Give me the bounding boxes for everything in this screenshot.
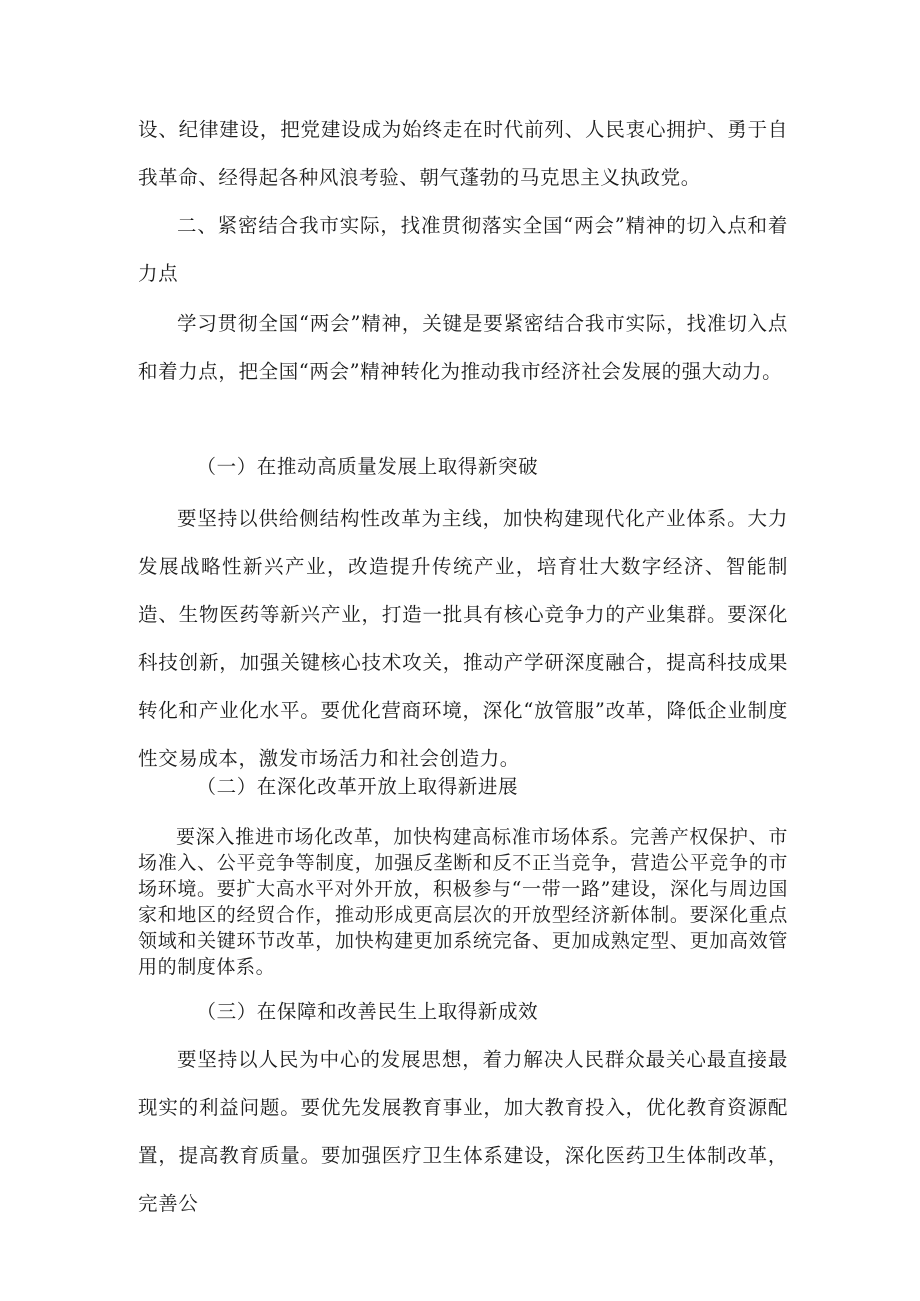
paragraph-high-quality-development: 要坚持以供给侧结构性改革为主线，加快构建现代化产业体系。大力发展战略性新兴产业，改造提升传统产业，培育壮大数字经济、智能制造、生物医药等新兴产业，打造一批具有核心竞争力的产业集群。要深化科技创新，加强关键核心技术攻关，推动产学研深度融合，提高科技成果转化和产业化水平。要优化营商环境，深化“放管服”改革，降低企业制度性交易成本，激发市场活力和社会创造力。 xyxy=(138,507,788,770)
subheading-two: （二）在深化改革开放上取得新进展 xyxy=(196,775,519,798)
intro-paragraph: 学习贯彻全国“两会”精神，关键是要紧密结合我市实际，找准切入点和着力点，把全国“两会”精神转化为推动我市经济社会发展的强大动力。 xyxy=(138,312,788,383)
continuation-paragraph: 设、纪律建设，把党建设成为始终走在时代前列、人民衷心拥护、勇于自我革命、经得起各种风浪考验、朝气蓬勃的马克思主义执政党。 xyxy=(138,118,788,189)
paragraph-livelihood: 要坚持以人民为中心的发展思想，着力解决人民群众最关心最直接最现实的利益问题。要优先发展教育事业，加大教育投入，优化教育资源配置，提高教育质量。要加强医疗卫生体系建设，深化医药卫生体制改革，完善公 xyxy=(138,1048,788,1215)
section-heading-two: 二、紧密结合我市实际，找准贯彻落实全国“两会”精神的切入点和着力点 xyxy=(138,214,788,285)
subheading-one: （一）在推动高质量发展上取得新突破 xyxy=(196,455,539,478)
subheading-three: （三）在保障和改善民生上取得新成效 xyxy=(196,1000,539,1023)
paragraph-reform-opening: 要深入推进市场化改革，加快构建高标准市场体系。完善产权保护、市场准入、公平竞争等制度，加强反垄断和反不正当竞争，营造公平竞争的市场环境。要扩大高水平对外开放，积极参与“一带一路”建设，深化与周边国家和地区的经贸合作，推动形成更高层次的开放型经济新体制。要深化重点领域和关键环节改革，加快构建更加系统完备、更加成熟定型、更加高效管用的制度体系。 xyxy=(138,826,788,978)
